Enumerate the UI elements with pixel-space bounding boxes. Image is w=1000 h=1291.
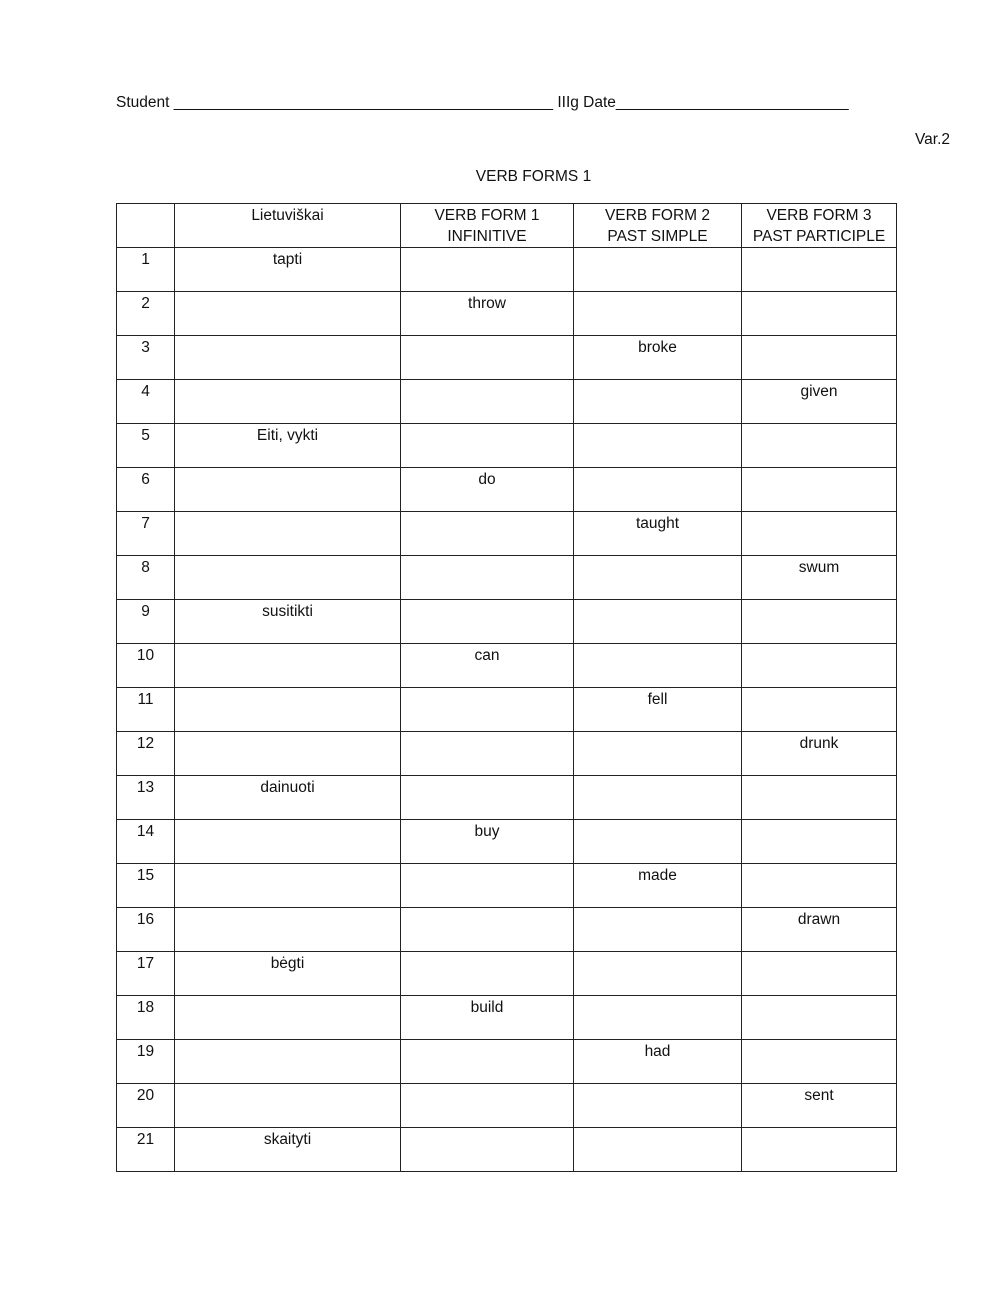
- cell-infinitive[interactable]: [401, 952, 574, 996]
- row-number: 15: [117, 864, 175, 908]
- cell-past-participle[interactable]: [742, 424, 897, 468]
- cell-past-simple[interactable]: [574, 820, 742, 864]
- row-number: 11: [117, 688, 175, 732]
- cell-infinitive[interactable]: [401, 908, 574, 952]
- table-row: [117, 336, 897, 380]
- cell-past-simple[interactable]: [574, 952, 742, 996]
- table-row: [117, 556, 897, 600]
- table-row: [117, 732, 897, 776]
- cell-infinitive[interactable]: [401, 1084, 574, 1128]
- table-row: [117, 1040, 897, 1084]
- worksheet-title: VERB FORMS 1: [475, 168, 592, 185]
- row-number: 6: [117, 468, 175, 512]
- header-lithuanian: [175, 204, 401, 248]
- row-number: 12: [117, 732, 175, 776]
- cell-past-participle: drunk: [742, 732, 897, 776]
- cell-infinitive[interactable]: [401, 688, 574, 732]
- table-row: [117, 512, 897, 556]
- row-number: 7: [117, 512, 175, 556]
- cell-past-participle[interactable]: [742, 952, 897, 996]
- header-line-2: INFINITIVE: [447, 228, 527, 245]
- table-row: [117, 776, 897, 820]
- table-header-row: [117, 204, 897, 248]
- table-row: [117, 908, 897, 952]
- cell-infinitive[interactable]: [401, 248, 574, 292]
- cell-past-participle[interactable]: [742, 864, 897, 908]
- table-row: [117, 424, 897, 468]
- row-number: 19: [117, 1040, 175, 1084]
- header-line-1: Lietuviškai: [251, 207, 324, 224]
- cell-past-participle[interactable]: [742, 1040, 897, 1084]
- table-row: [117, 644, 897, 688]
- cell-past-simple[interactable]: [574, 248, 742, 292]
- cell-infinitive[interactable]: [401, 864, 574, 908]
- cell-lithuanian: bėgti: [175, 952, 401, 996]
- cell-past-participle[interactable]: [742, 1128, 897, 1172]
- table-row: [117, 1084, 897, 1128]
- row-number: 16: [117, 908, 175, 952]
- cell-past-participle[interactable]: [742, 512, 897, 556]
- cell-lithuanian[interactable]: [175, 292, 401, 336]
- table-row: [117, 292, 897, 336]
- cell-infinitive: throw: [401, 292, 574, 336]
- cell-past-simple[interactable]: [574, 424, 742, 468]
- cell-past-participle[interactable]: [742, 292, 897, 336]
- variant-label: Var.2: [914, 131, 950, 148]
- cell-infinitive[interactable]: [401, 732, 574, 776]
- header-line-2: PAST SIMPLE: [607, 228, 708, 245]
- cell-past-participle[interactable]: [742, 996, 897, 1040]
- cell-infinitive[interactable]: [401, 336, 574, 380]
- cell-past-participle[interactable]: [742, 248, 897, 292]
- cell-infinitive[interactable]: [401, 600, 574, 644]
- table-row: [117, 468, 897, 512]
- cell-past-simple[interactable]: [574, 644, 742, 688]
- cell-lithuanian[interactable]: [175, 820, 401, 864]
- header-verb-form-3: [742, 204, 897, 248]
- table-row: [117, 996, 897, 1040]
- table-row: [117, 1128, 897, 1172]
- cell-past-participle: drawn: [742, 908, 897, 952]
- row-number: 14: [117, 820, 175, 864]
- cell-past-participle[interactable]: [742, 644, 897, 688]
- row-number: 8: [117, 556, 175, 600]
- table-row: [117, 820, 897, 864]
- header-line-1: VERB FORM 1: [434, 207, 540, 224]
- header-line-1: VERB FORM 3: [766, 207, 872, 224]
- cell-infinitive: build: [401, 996, 574, 1040]
- cell-infinitive[interactable]: [401, 380, 574, 424]
- cell-past-simple[interactable]: [574, 468, 742, 512]
- row-number: 1: [117, 248, 175, 292]
- cell-past-participle[interactable]: [742, 600, 897, 644]
- cell-lithuanian[interactable]: [175, 1040, 401, 1084]
- row-number: 5: [117, 424, 175, 468]
- row-number: 17: [117, 952, 175, 996]
- cell-past-participle[interactable]: [742, 336, 897, 380]
- cell-past-simple[interactable]: [574, 380, 742, 424]
- student-date-line: Student ____________________________________________ IIIg Date___________________________: [116, 94, 849, 111]
- cell-past-participle[interactable]: [742, 776, 897, 820]
- verb-forms-table: [116, 203, 897, 1172]
- cell-lithuanian[interactable]: [175, 732, 401, 776]
- cell-infinitive[interactable]: [401, 776, 574, 820]
- cell-past-simple[interactable]: [574, 996, 742, 1040]
- cell-past-simple: broke: [574, 336, 742, 380]
- cell-past-simple[interactable]: [574, 908, 742, 952]
- table-row: [117, 380, 897, 424]
- table-row: [117, 952, 897, 996]
- cell-past-simple: fell: [574, 688, 742, 732]
- row-number: 10: [117, 644, 175, 688]
- cell-lithuanian: susitikti: [175, 600, 401, 644]
- cell-past-simple[interactable]: [574, 732, 742, 776]
- cell-lithuanian[interactable]: [175, 1084, 401, 1128]
- table-row: [117, 864, 897, 908]
- header-number: [117, 204, 175, 248]
- cell-infinitive: do: [401, 468, 574, 512]
- cell-past-simple: taught: [574, 512, 742, 556]
- header-verb-form-1: [401, 204, 574, 248]
- cell-infinitive: can: [401, 644, 574, 688]
- cell-past-simple[interactable]: [574, 556, 742, 600]
- cell-lithuanian: tapti: [175, 248, 401, 292]
- header-line-2: PAST PARTICIPLE: [752, 228, 886, 245]
- row-number: 21: [117, 1128, 175, 1172]
- row-number: 18: [117, 996, 175, 1040]
- cell-lithuanian[interactable]: [175, 556, 401, 600]
- cell-past-participle[interactable]: [742, 468, 897, 512]
- cell-past-simple[interactable]: [574, 292, 742, 336]
- cell-lithuanian[interactable]: [175, 908, 401, 952]
- cell-infinitive[interactable]: [401, 556, 574, 600]
- cell-past-simple: had: [574, 1040, 742, 1084]
- cell-lithuanian[interactable]: [175, 996, 401, 1040]
- cell-lithuanian[interactable]: [175, 644, 401, 688]
- row-number: 20: [117, 1084, 175, 1128]
- cell-lithuanian[interactable]: [175, 512, 401, 556]
- cell-lithuanian[interactable]: [175, 864, 401, 908]
- cell-past-participle: given: [742, 380, 897, 424]
- cell-infinitive[interactable]: [401, 424, 574, 468]
- cell-lithuanian: Eiti, vykti: [175, 424, 401, 468]
- cell-lithuanian[interactable]: [175, 380, 401, 424]
- table-row: [117, 248, 897, 292]
- cell-past-simple[interactable]: [574, 600, 742, 644]
- header-line-1: VERB FORM 2: [604, 207, 711, 224]
- cell-past-simple[interactable]: [574, 776, 742, 820]
- cell-past-simple[interactable]: [574, 1084, 742, 1128]
- cell-infinitive[interactable]: [401, 1040, 574, 1084]
- header-verb-form-2: [574, 204, 742, 248]
- table-row: [117, 600, 897, 644]
- row-number: 13: [117, 776, 175, 820]
- cell-infinitive[interactable]: [401, 1128, 574, 1172]
- row-number: 4: [117, 380, 175, 424]
- row-number: 9: [117, 600, 175, 644]
- cell-past-participle[interactable]: [742, 688, 897, 732]
- row-number: 3: [117, 336, 175, 380]
- cell-past-participle[interactable]: [742, 820, 897, 864]
- cell-lithuanian[interactable]: [175, 468, 401, 512]
- table-row: [117, 688, 897, 732]
- cell-past-participle: swum: [742, 556, 897, 600]
- cell-past-simple[interactable]: [574, 1128, 742, 1172]
- cell-past-simple: made: [574, 864, 742, 908]
- cell-infinitive[interactable]: [401, 512, 574, 556]
- cell-lithuanian[interactable]: [175, 336, 401, 380]
- cell-infinitive: buy: [401, 820, 574, 864]
- row-number: 2: [117, 292, 175, 336]
- cell-lithuanian[interactable]: [175, 688, 401, 732]
- cell-lithuanian: dainuoti: [175, 776, 401, 820]
- cell-lithuanian: skaityti: [175, 1128, 401, 1172]
- cell-past-participle: sent: [742, 1084, 897, 1128]
